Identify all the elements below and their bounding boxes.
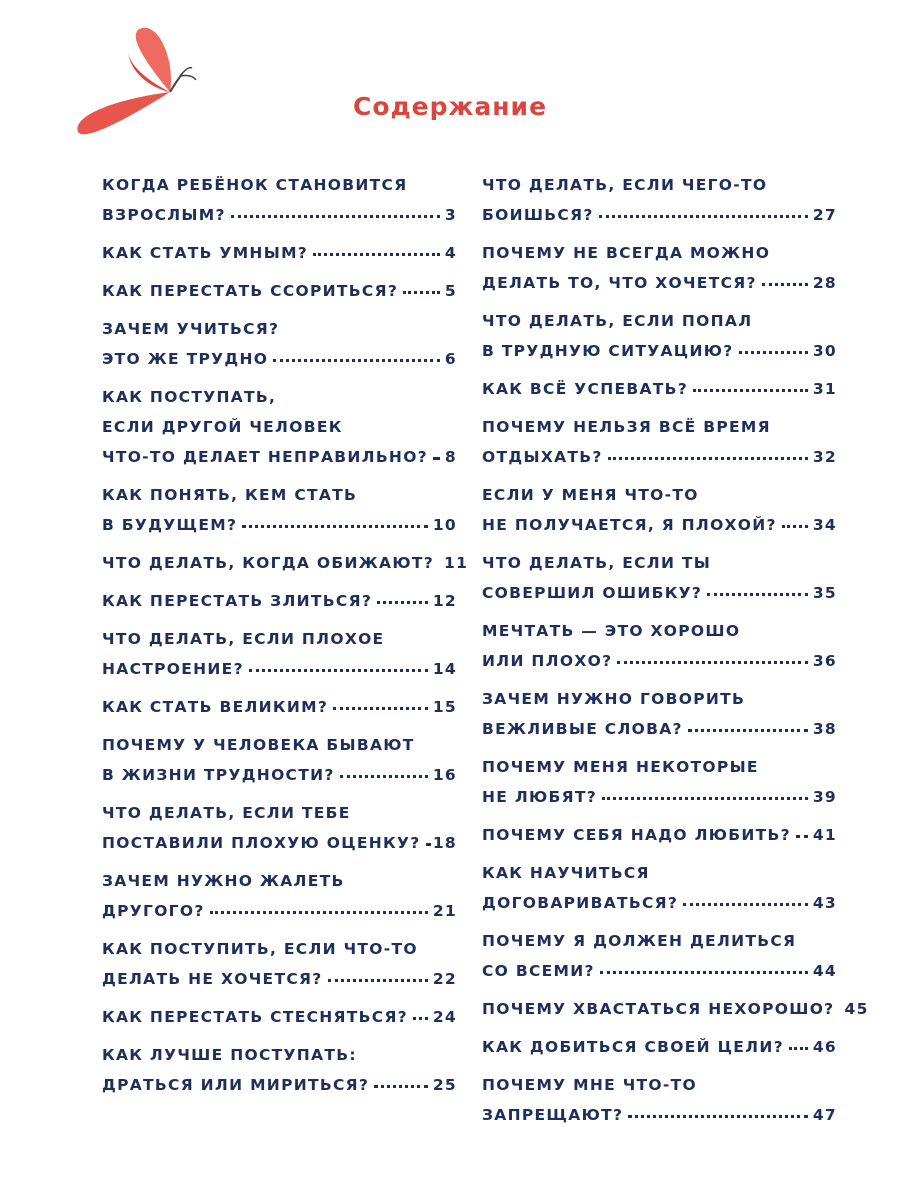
toc-entry-title-line: ЧТО ДЕЛАТЬ, ЕСЛИ ТЕБЕ <box>102 804 351 822</box>
dot-leader <box>600 963 808 974</box>
toc-entry-title-line: ИЛИ ПЛОХО? <box>482 652 613 670</box>
toc-entry-title-line: ПОЧЕМУ МЕНЯ НЕКОТОРЫЕ <box>482 758 759 776</box>
dot-leader <box>617 653 807 664</box>
toc-page-number: 3 <box>444 206 457 224</box>
toc-entry-title-line: ЧТО ДЕЛАТЬ, ЕСЛИ ЧЕГО-ТО <box>482 176 768 194</box>
toc-entry-title-line: ЧТО ДЕЛАТЬ, ЕСЛИ ПОПАЛ <box>482 312 753 330</box>
dot-leader <box>273 351 440 362</box>
dot-leader <box>403 283 440 294</box>
toc-entry-title-line: НЕ ЛЮБЯТ? <box>482 788 598 806</box>
dot-leader <box>210 903 428 914</box>
toc-entry-title-line: В БУДУЩЕМ? <box>102 516 238 534</box>
toc-page-number: 10 <box>432 516 457 534</box>
dot-leader <box>707 585 808 596</box>
toc-entry-title-line: ЕСЛИ ДРУГОЙ ЧЕЛОВЕК <box>102 418 343 436</box>
toc-entry-last-line <box>102 1070 457 1100</box>
toc-entry <box>102 692 457 722</box>
toc-page-number: 32 <box>812 448 837 466</box>
dot-leader <box>426 835 428 846</box>
toc-entry-title-line: ЕСЛИ У МЕНЯ ЧТО-ТО <box>482 486 699 504</box>
toc-entry-title-line: ДОГОВАРИВАТЬСЯ? <box>482 894 679 912</box>
toc-entry-title-line: СОВЕРШИЛ ОШИБКУ? <box>482 584 703 602</box>
toc-column-right <box>482 170 869 1138</box>
toc-page-number: 41 <box>812 826 837 844</box>
toc-page-number: 30 <box>812 342 837 360</box>
toc-page-number: 39 <box>812 788 837 806</box>
dot-leader <box>249 661 428 672</box>
toc-page-number: 35 <box>812 584 837 602</box>
toc-page-number: 22 <box>432 970 457 988</box>
toc-entry-title-line: БОИШЬСЯ? <box>482 206 594 224</box>
toc-entry-last-line <box>102 654 457 684</box>
toc-entry-title-line: ДЕЛАТЬ ТО, ЧТО ХОЧЕТСЯ? <box>482 274 757 292</box>
dot-leader <box>313 245 440 256</box>
toc-entry-title-line: ПОЧЕМУ НЕ ВСЕГДА МОЖНО <box>482 244 771 262</box>
toc-entry-last-line <box>482 1100 837 1130</box>
dot-leader <box>328 971 428 982</box>
toc-entry-title-line: ЗАПРЕЩАЮТ? <box>482 1106 624 1124</box>
toc-entry <box>482 858 837 918</box>
toc-entry <box>482 374 837 404</box>
toc-entry <box>102 170 457 230</box>
toc-entry-title-line: НЕ ПОЛУЧАЕТСЯ, Я ПЛОХОЙ? <box>482 516 777 534</box>
toc-entry-title-line: СО ВСЕМИ? <box>482 962 595 980</box>
toc-entry <box>482 1070 837 1130</box>
toc-entry-title-line: ЧТО ДЕЛАТЬ, КОГДА ОБИЖАЮТ? <box>102 554 435 572</box>
toc-entry-last-line <box>482 268 837 298</box>
toc-entry-title-line: ПОСТАВИЛИ ПЛОХУЮ ОЦЕНКУ? <box>102 834 421 852</box>
toc-entry-title-line: ЭТО ЖЕ ТРУДНО <box>102 350 269 368</box>
toc-entry-last-line <box>482 578 837 608</box>
toc-page-number: 27 <box>812 206 837 224</box>
toc-entry-title-line: ДРУГОГО? <box>102 902 205 920</box>
toc-page-number: 43 <box>812 894 837 912</box>
toc-page-number: 34 <box>812 516 837 534</box>
toc-entry-last-line <box>102 1002 457 1032</box>
dot-leader <box>762 275 808 286</box>
toc-entry-last-line <box>102 238 457 268</box>
toc-page-number: 16 <box>432 766 457 784</box>
toc-entry-last-line <box>102 692 457 722</box>
toc-entry <box>102 238 457 268</box>
dot-leader <box>739 343 808 354</box>
dot-leader <box>333 699 428 710</box>
dot-leader <box>340 767 428 778</box>
toc-entry <box>482 752 837 812</box>
toc-entry-last-line <box>102 760 457 790</box>
dot-leader <box>688 721 808 732</box>
butterfly-icon <box>70 22 210 152</box>
toc-entry-title-line: В ТРУДНУЮ СИТУАЦИЮ? <box>482 342 734 360</box>
toc-page-number: 21 <box>432 902 457 920</box>
toc-entry-title-line: КАК ПОСТУПИТЬ, ЕСЛИ ЧТО-ТО <box>102 940 418 958</box>
toc-entry <box>482 994 869 1024</box>
toc-entry <box>102 1040 457 1100</box>
toc-entry-title-line: ВЕЖЛИВЫЕ СЛОВА? <box>482 720 683 738</box>
toc-entry-last-line <box>482 510 837 540</box>
toc-entry-last-line <box>102 586 457 616</box>
toc-entry-last-line <box>482 442 837 472</box>
toc-page-number: 12 <box>432 592 457 610</box>
toc-entry-title-line: ДРАТЬСЯ ИЛИ МИРИТЬСЯ? <box>102 1076 370 1094</box>
toc-entry <box>482 548 837 608</box>
dot-leader <box>433 449 440 460</box>
toc-entry-title-line: ПОЧЕМУ МНЕ ЧТО-ТО <box>482 1076 697 1094</box>
toc-page-number: 46 <box>812 1038 837 1056</box>
toc-page-number: 31 <box>812 380 837 398</box>
toc-page-number: 28 <box>812 274 837 292</box>
toc-page-number: 8 <box>444 448 457 466</box>
toc-entry <box>482 238 837 298</box>
toc-entry <box>102 548 469 578</box>
toc-entry-last-line <box>102 344 457 374</box>
page-title: Содержание <box>352 92 548 121</box>
toc-entry-last-line <box>482 374 837 404</box>
dot-leader <box>608 449 808 460</box>
toc-entry-title-line: ПОЧЕМУ СЕБЯ НАДО ЛЮБИТЬ? <box>482 826 791 844</box>
toc-entry-title-line: КАК ПОСТУПАТЬ, <box>102 388 277 406</box>
toc-entry-title-line: КАК НАУЧИТЬСЯ <box>482 864 650 882</box>
toc-entry-title-line: МЕЧТАТЬ — ЭТО ХОРОШО <box>482 622 741 640</box>
toc-entry-last-line <box>482 820 837 850</box>
toc-entry <box>482 616 837 676</box>
toc-entry-title-line: ПОЧЕМУ ХВАСТАТЬСЯ НЕХОРОШО? <box>482 1000 835 1018</box>
toc-entry-last-line <box>102 200 457 230</box>
toc-entry <box>102 314 457 374</box>
toc-entry-title-line: КОГДА РЕБЁНОК СТАНОВИТСЯ <box>102 176 408 194</box>
toc-column-left <box>102 170 469 1108</box>
dot-leader <box>602 789 808 800</box>
toc-entry-title-line: ПОЧЕМУ У ЧЕЛОВЕКА БЫВАЮТ <box>102 736 415 754</box>
toc-page-number: 6 <box>444 350 457 368</box>
dot-leader <box>782 517 808 528</box>
toc-entry <box>102 798 457 858</box>
toc-page-number: 38 <box>812 720 837 738</box>
toc-entry <box>482 926 837 986</box>
toc-entry-last-line <box>102 828 457 858</box>
dot-leader <box>683 895 808 906</box>
toc-entry-title-line: ВЗРОСЛЫМ? <box>102 206 226 224</box>
dot-leader <box>377 593 428 604</box>
toc-entry-title-line: КАК ПЕРЕСТАТЬ СТЕСНЯТЬСЯ? <box>102 1008 408 1026</box>
toc-entry-title-line: ЗАЧЕМ НУЖНО ГОВОРИТЬ <box>482 690 746 708</box>
toc-entry-title-line: ЧТО ДЕЛАТЬ, ЕСЛИ ТЫ <box>482 554 712 572</box>
toc-entry-title-line: ЧТО ДЕЛАТЬ, ЕСЛИ ПЛОХОЕ <box>102 630 385 648</box>
toc-entry <box>102 624 457 684</box>
toc-entry-title-line: ДЕЛАТЬ НЕ ХОЧЕТСЯ? <box>102 970 323 988</box>
toc-entry <box>102 934 457 994</box>
toc-entry <box>482 412 837 472</box>
toc-entry <box>482 306 837 366</box>
dot-leader <box>231 207 440 218</box>
toc-entry-title-line: КАК ВСЁ УСПЕВАТЬ? <box>482 380 689 398</box>
toc-page-number: 4 <box>444 244 457 262</box>
toc-entry-last-line <box>102 276 457 306</box>
toc-entry <box>102 382 457 472</box>
toc-page-number: 5 <box>444 282 457 300</box>
toc-entry-title-line: НАСТРОЕНИЕ? <box>102 660 244 678</box>
toc-entry-last-line <box>482 956 837 986</box>
toc-entry-last-line <box>102 548 469 578</box>
toc-entry-title-line: КАК СТАТЬ ВЕЛИКИМ? <box>102 698 329 716</box>
toc-page-number: 24 <box>432 1008 457 1026</box>
toc-entry-title-line: ЧТО-ТО ДЕЛАЕТ НЕПРАВИЛЬНО? <box>102 448 428 466</box>
toc-page-number: 15 <box>432 698 457 716</box>
toc-entry <box>102 866 457 926</box>
toc-entry-title-line: КАК ПЕРЕСТАТЬ ЗЛИТЬСЯ? <box>102 592 373 610</box>
toc-entry-title-line: ОТДЫХАТЬ? <box>482 448 603 466</box>
dot-leader <box>628 1107 808 1118</box>
toc-entry-title-line: КАК ДОБИТЬСЯ СВОЕЙ ЦЕЛИ? <box>482 1038 784 1056</box>
toc-entry-title-line: КАК ЛУЧШЕ ПОСТУПАТЬ: <box>102 1046 357 1064</box>
toc-entry-title-line: КАК ПОНЯТЬ, КЕМ СТАТЬ <box>102 486 358 504</box>
toc-entry-last-line <box>102 510 457 540</box>
toc-entry-last-line <box>482 200 837 230</box>
dot-leader <box>599 207 808 218</box>
toc-entry-title-line: ПОЧЕМУ Я ДОЛЖЕН ДЕЛИТЬСЯ <box>482 932 797 950</box>
toc-page-number: 44 <box>812 962 837 980</box>
toc-entry-last-line <box>482 646 837 676</box>
toc-page-number: 18 <box>432 834 457 852</box>
toc-entry <box>102 1002 457 1032</box>
toc-entry-last-line <box>482 888 837 918</box>
toc-entry <box>102 276 457 306</box>
toc-entry <box>482 820 837 850</box>
toc-entry-title-line: В ЖИЗНИ ТРУДНОСТИ? <box>102 766 335 784</box>
dot-leader <box>693 381 808 392</box>
toc-page-number: 14 <box>432 660 457 678</box>
dot-leader <box>242 517 428 528</box>
toc-entry-title-line: ЗАЧЕМ УЧИТЬСЯ? <box>102 320 280 338</box>
toc-page-number: 11 <box>444 554 469 572</box>
toc-entry-last-line <box>482 336 837 366</box>
toc-entry <box>102 586 457 616</box>
dot-leader <box>374 1077 428 1088</box>
toc-entry <box>102 480 457 540</box>
toc-entry-title-line: КАК ПЕРЕСТАТЬ ССОРИТЬСЯ? <box>102 282 399 300</box>
dot-leader <box>796 827 808 838</box>
dot-leader <box>789 1039 808 1050</box>
dot-leader <box>413 1009 428 1020</box>
toc-entry-title-line: ПОЧЕМУ НЕЛЬЗЯ ВСЁ ВРЕМЯ <box>482 418 771 436</box>
toc-entry-last-line <box>102 442 457 472</box>
toc-entry-last-line <box>482 1032 837 1062</box>
toc-entry-title-line: ЗАЧЕМ НУЖНО ЖАЛЕТЬ <box>102 872 345 890</box>
toc-entry-last-line <box>482 714 837 744</box>
toc-page-number: 25 <box>432 1076 457 1094</box>
toc-entry-last-line <box>102 964 457 994</box>
toc-entry-last-line <box>102 896 457 926</box>
toc-page-number: 36 <box>812 652 837 670</box>
toc-entry-last-line <box>482 994 869 1024</box>
toc-entry-last-line <box>482 782 837 812</box>
toc-entry <box>482 170 837 230</box>
toc-entry <box>482 1032 837 1062</box>
toc-entry <box>482 480 837 540</box>
toc-entry <box>102 730 457 790</box>
toc-page-number: 45 <box>844 1000 869 1018</box>
toc-page-number: 47 <box>812 1106 837 1124</box>
toc-entry-title-line: КАК СТАТЬ УМНЫМ? <box>102 244 309 262</box>
toc-entry <box>482 684 837 744</box>
